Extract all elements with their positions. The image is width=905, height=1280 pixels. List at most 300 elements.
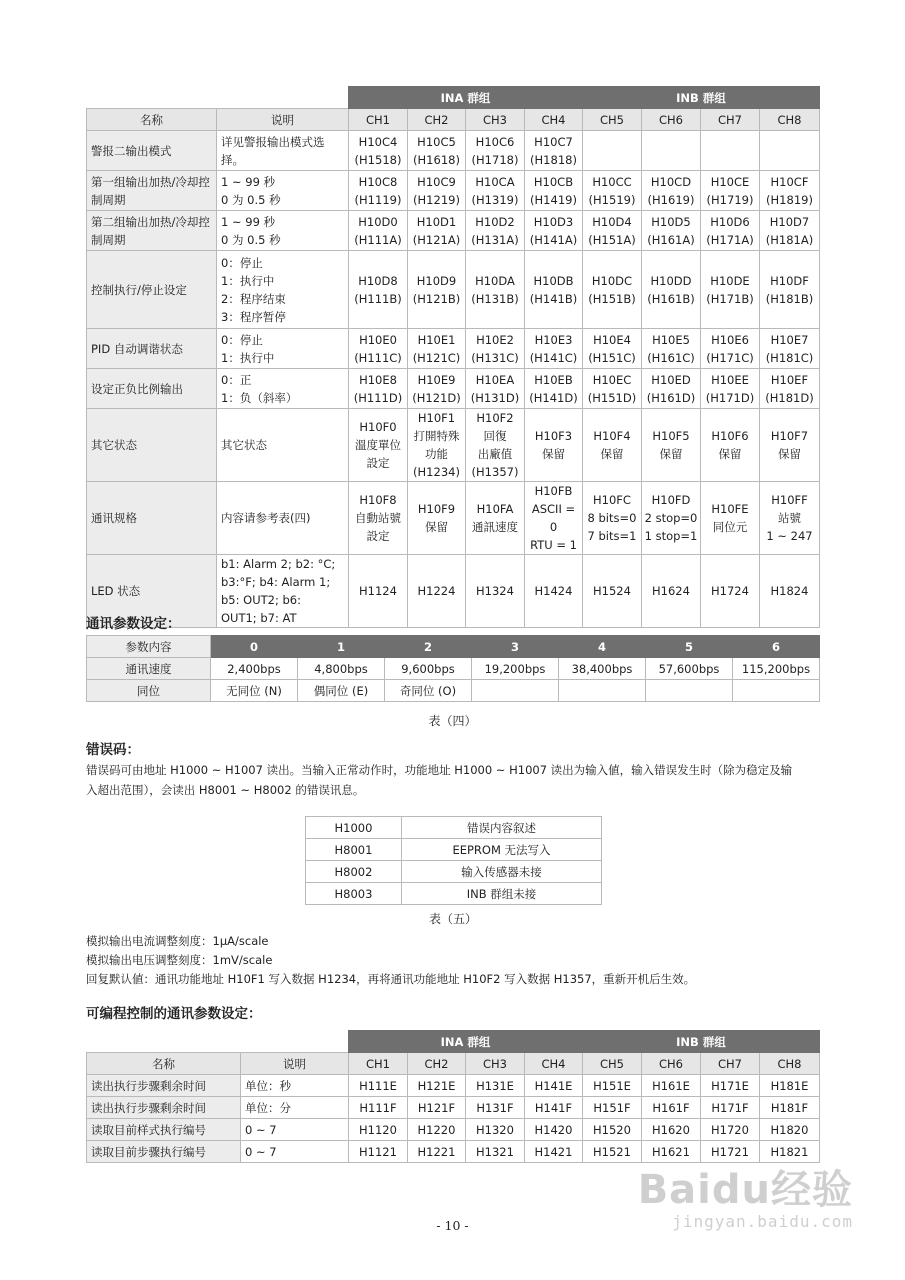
address-cell [466,555,525,628]
address-line: ASCII = 0 [531,502,576,534]
address-line: H10E8 [359,372,397,387]
address-line: H10F0 [359,420,397,434]
address-cell [408,555,466,628]
address-line: (H1719) [706,192,754,207]
param-row-label: 同位 [87,680,211,702]
param-value [559,680,646,702]
address-line: H1124 [359,584,397,598]
address-cell [525,329,583,369]
error-text: 输入传感器未接 [402,861,602,883]
address-line: (H1519) [588,192,636,207]
address-line: 通訊速度 [472,520,518,534]
address-line: (H151D) [587,390,637,405]
table-row [87,1075,820,1097]
desc-line: 1：执行中 [221,273,275,288]
address-line: H10E5 [652,332,690,347]
table-row [87,369,820,409]
row-description [217,555,349,628]
address-line: H10D8 [358,273,398,288]
section-title-error: 错误码： [86,742,140,758]
comm-params-table [86,635,820,702]
address-cell [408,171,466,211]
prog-channel-header: CH6 [642,1053,701,1075]
address-line: (H151C) [588,350,636,365]
prog-column-name-header: 名称 [87,1053,241,1075]
address-cell [701,171,760,211]
address-cell [583,409,642,482]
address-cell [642,482,701,555]
address-cell [642,555,701,628]
address-line: H10ED [651,372,691,387]
address-cell [408,131,466,171]
address-cell [349,251,408,329]
prog-row-desc: 0 ~ 7 [241,1119,349,1141]
address-cell [349,171,408,211]
row-name: 警报二输出模式 [87,131,217,171]
row-description [217,251,349,329]
address-line: H10EB [534,372,573,387]
address-cell [525,482,583,555]
desc-line: 1 ~ 99 秒 [221,174,276,189]
address-cell [466,211,525,251]
address-cell [349,211,408,251]
prog-address-cell: H111F [349,1097,408,1119]
address-cell [525,369,583,409]
address-line: (H1818) [530,152,577,167]
address-cell [466,369,525,409]
error-code: H8003 [306,883,402,905]
error-description [86,760,821,800]
address-cell [349,131,408,171]
param-value: 9,600bps [385,658,472,680]
address-line: 設定 [366,529,390,543]
error-desc-line-1: 错误码可由地址 H1000 ~ H1007 读出。当输入正常动作时，功能地址 H1000 ~ H1007 读出为输入値，输入错误发生时（除为稳定及输 [86,763,793,777]
desc-line: 其它状态 [221,438,267,452]
address-line: H10CC [592,174,632,189]
prog-address-cell: H1821 [760,1141,820,1163]
column-name-header: 名称 [87,109,217,131]
address-line: H1224 [417,584,456,598]
desc-line: 1：负（斜率） [221,390,298,405]
address-line: 保留 [778,447,801,461]
address-cell [408,409,466,482]
address-line: H10DD [650,273,692,288]
address-cell [583,171,642,211]
address-line: (H171C) [706,350,754,365]
table-row [87,658,820,680]
address-line: H1524 [593,584,631,598]
address-cell [642,369,701,409]
address-line: H10E3 [534,332,573,347]
param-column-header: 1 [298,636,385,658]
note-voltage: 模拟输出电压调整刻度：1mV/scale [86,953,273,967]
address-line: (H151A) [588,232,636,247]
address-line: (H121D) [412,390,461,405]
address-cell [701,409,760,482]
address-cell [349,555,408,628]
address-cell [466,409,525,482]
address-cell [642,329,701,369]
address-cell [349,409,408,482]
baidu-watermark [638,1168,853,1231]
address-line: H10D4 [592,214,632,229]
desc-line: 3：程序暂停 [221,309,286,324]
prog-address-cell: H1421 [525,1141,583,1163]
address-line: (H161A) [647,232,695,247]
prog-address-cell: H1221 [408,1141,466,1163]
param-value [733,680,820,702]
address-line: (H181D) [765,390,814,405]
desc-line: 0：停止 [221,255,263,270]
address-line: (H111A) [354,232,402,247]
desc-line: b3:°F; b4: Alarm 1; [221,575,331,589]
address-line: 保留 [718,447,742,461]
table-row [306,817,602,839]
param-value [646,680,733,702]
address-line: (H1419) [530,192,577,207]
desc-line: 0 为 0.5 秒 [221,192,281,207]
row-description [217,482,349,555]
address-cell [583,555,642,628]
row-description [217,329,349,369]
address-line: 8 bits=0 [587,511,637,525]
address-cell [760,482,820,555]
table-row [87,555,820,628]
address-line: (H121A) [412,232,461,247]
address-line: (H141C) [529,350,578,365]
address-line: H10DA [475,273,515,288]
address-line: (H1619) [647,192,695,207]
address-cell [760,369,820,409]
error-code: H8002 [306,861,402,883]
prog-row-desc: 单位：分 [241,1097,349,1119]
prog-address-cell: H141E [525,1075,583,1097]
prog-address-cell: H1720 [701,1119,760,1141]
prog-address-cell: H1520 [583,1119,642,1141]
address-line: (H131C) [471,350,519,365]
address-line: (H121B) [412,291,461,306]
desc-line: b5: OUT2; b6: [221,593,301,607]
address-line: H10FB [534,484,573,498]
address-line: 保留 [600,447,624,461]
table-row [87,1097,820,1119]
prog-address-cell: H111E [349,1075,408,1097]
address-cell [701,211,760,251]
address-line: (H141D) [529,390,578,405]
address-line: (H111B) [354,291,402,306]
address-line: H10DE [710,273,750,288]
address-line: 設定 [366,456,390,470]
address-line: H1724 [711,584,749,598]
prog-address-cell: H1620 [642,1119,701,1141]
desc-line: 0：正 [221,372,252,387]
row-description [217,409,349,482]
prog-channel-header: CH1 [349,1053,408,1075]
param-value: 115,200bps [733,658,820,680]
address-line: H1624 [652,584,690,598]
address-line: (H131D) [470,390,520,405]
prog-channel-header: CH2 [408,1053,466,1075]
address-cell [408,329,466,369]
prog-channel-header: CH8 [760,1053,820,1075]
table-row [87,482,820,555]
address-cell [701,131,760,171]
prog-address-cell: H171E [701,1075,760,1097]
address-line: (H111C) [354,350,402,365]
prog-row-name: 读出执行步骤剩余时间 [87,1097,241,1119]
prog-address-cell: H1721 [701,1141,760,1163]
prog-address-cell: H161E [642,1075,701,1097]
desc-line: 1 ~ 99 秒 [221,214,276,229]
prog-channel-header: CH5 [583,1053,642,1075]
address-line: H10D0 [358,214,398,229]
address-line: H10E6 [711,332,749,347]
address-line: 功能 [425,447,448,461]
address-line: (H121C) [412,350,461,365]
table4-caption: 表（四） [428,714,477,728]
prog-group-ina-header: INA 群组 [349,1031,583,1053]
prog-address-cell: H161F [642,1097,701,1119]
address-cell [466,482,525,555]
address-line: H10D9 [416,273,457,288]
address-line: (H171B) [706,291,754,306]
address-line: H10CF [770,174,809,189]
address-line: H10F1 [417,411,456,425]
address-line: 自動站號 [355,511,401,525]
row-name: 其它状态 [87,409,217,482]
address-line: (H111D) [353,390,403,405]
address-line: H10FD [651,493,691,507]
address-cell [583,211,642,251]
row-name: 第二组输出加热/冷却控制周期 [87,211,217,251]
param-column-header: 3 [472,636,559,658]
address-line: (H171D) [705,390,755,405]
address-cell [583,482,642,555]
address-cell [701,555,760,628]
address-cell [349,329,408,369]
address-line: 1 stop=1 [644,529,698,543]
param-column-header: 2 [385,636,472,658]
address-line: H10CE [710,174,750,189]
row-name: 第一组输出加热/冷却控制周期 [87,171,217,211]
desc-line: 2：程序结束 [221,291,286,306]
address-line: H10CD [650,174,692,189]
prog-address-cell: H1320 [466,1119,525,1141]
address-line: H10C5 [417,134,456,149]
address-line: 回復 [483,429,507,443]
watermark-url: jingyan.baidu.com [672,1212,853,1231]
address-cell [701,329,760,369]
desc-line: 0：停止 [221,332,263,347]
row-description [217,131,349,171]
address-line: 2 stop=0 [644,511,698,525]
error-text: EEPROM 无法写入 [402,839,602,861]
param-value: 4,800bps [298,658,385,680]
address-line: H10CB [533,174,574,189]
address-cell [642,251,701,329]
prog-address-cell: H1121 [349,1141,408,1163]
row-description [217,211,349,251]
table-row [87,251,820,329]
address-line: H10FA [476,502,514,516]
prog-address-cell: H1420 [525,1119,583,1141]
address-cell [760,329,820,369]
prog-address-cell: H1321 [466,1141,525,1163]
row-name: 通讯规格 [87,482,217,555]
address-line: 7 bits=1 [587,529,637,543]
address-line: (H1357) [471,465,519,479]
desc-line: 1：执行中 [221,350,275,365]
address-line: H10D5 [651,214,691,229]
note-current: 模拟输出电流调整刻度：1μA/scale [86,934,269,948]
address-line: (H181C) [765,350,814,365]
address-line: 打開特殊 [413,429,460,443]
desc-line: 0 为 0.5 秒 [221,232,281,247]
address-cell [349,482,408,555]
row-description [217,369,349,409]
prog-column-desc-header: 说明 [241,1053,349,1075]
prog-row-desc: 单位：秒 [241,1075,349,1097]
address-cell [583,329,642,369]
address-line: H10F7 [770,429,809,443]
address-line: H10CA [475,174,515,189]
error-code: H1000 [306,817,402,839]
address-line: H10FE [711,502,749,516]
address-cell [701,369,760,409]
note-restore: 回复默认値：通讯功能地址 H10F1 写入数据 H1234，再将通讯功能地址 H10F2 写入数据 H1357，重新开机后生效。 [86,972,696,986]
prog-address-cell: H141F [525,1097,583,1119]
address-line: (H1518) [354,152,402,167]
prog-address-cell: H181E [760,1075,820,1097]
address-line: H10C7 [534,134,573,149]
address-line: 站號 [778,511,801,525]
prog-address-cell: H151E [583,1075,642,1097]
param-value: 38,400bps [559,658,646,680]
address-cell [760,555,820,628]
address-line: H10F4 [593,429,631,443]
param-value: 19,200bps [472,658,559,680]
param-column-header: 4 [559,636,646,658]
address-cell [583,131,642,171]
prog-row-desc: 0 ~ 7 [241,1141,349,1163]
address-cell [760,171,820,211]
address-line: (H1618) [413,152,460,167]
prog-address-cell: H151F [583,1097,642,1119]
address-line: H10FF [771,493,808,507]
address-line: 保留 [542,447,565,461]
row-name: 设定正负比例输出 [87,369,217,409]
address-line: (H131A) [471,232,519,247]
prog-address-cell: H1820 [760,1119,820,1141]
address-line: H10C6 [475,134,515,149]
address-line: 1 ~ 247 [766,529,813,543]
address-line: (H1219) [413,192,460,207]
address-line: H10EF [770,372,809,387]
row-description [217,171,349,211]
address-cell [466,131,525,171]
address-line: H10D2 [475,214,515,229]
address-cell [701,482,760,555]
address-line: H10FC [593,493,631,507]
address-line: (H1119) [354,192,402,207]
address-line: H10D3 [533,214,574,229]
prog-address-cell: H121E [408,1075,466,1097]
table-row [87,329,820,369]
address-line: H10DB [533,273,574,288]
channel-header: CH2 [408,109,466,131]
address-cell [525,171,583,211]
address-cell [583,251,642,329]
desc-line: 择。 [221,152,244,167]
channel-address-table [86,86,820,628]
address-line: (H131B) [471,291,519,306]
param-row-label: 通讯速度 [87,658,211,680]
prog-address-cell: H171F [701,1097,760,1119]
address-line: 同位元 [712,520,748,534]
address-line: H10F5 [652,429,690,443]
address-line: (H181A) [765,232,814,247]
address-line: H1424 [534,584,573,598]
prog-row-name: 读取目前步骤执行编号 [87,1141,241,1163]
error-desc-line-2: 入超出范围），会读出 H8001 ~ H8002 的错误讯息。 [86,783,365,797]
address-line: H10DC [591,273,633,288]
prog-address-cell: H1521 [583,1141,642,1163]
address-cell [701,251,760,329]
table-row [87,131,820,171]
column-desc-header: 说明 [217,109,349,131]
table-row [87,1141,820,1163]
prog-channel-header: CH7 [701,1053,760,1075]
address-line: (H181B) [765,291,814,306]
prog-address-cell: H121F [408,1097,466,1119]
prog-address-cell: H1220 [408,1119,466,1141]
address-line: 保留 [425,520,448,534]
table-row [306,839,602,861]
address-line: H10F3 [534,429,573,443]
channel-header: CH3 [466,109,525,131]
section-title-comm: 通讯参数设定： [86,616,181,632]
address-cell [642,131,701,171]
address-line: H10E9 [417,372,456,387]
address-line: H10D1 [416,214,457,229]
channel-header: CH7 [701,109,760,131]
prog-group-inb-header: INB 群组 [583,1031,820,1053]
param-column-header: 0 [211,636,298,658]
address-line: H10C9 [417,174,456,189]
prog-address-cell: H131E [466,1075,525,1097]
error-code-table [305,816,602,905]
address-line: H10E4 [593,332,631,347]
prog-row-name: 读取目前样式执行编号 [87,1119,241,1141]
desc-line: b1: Alarm 2; b2: °C; [221,557,336,571]
address-cell [642,409,701,482]
address-cell [583,369,642,409]
prog-address-cell: H131F [466,1097,525,1119]
row-name: LED 状态 [87,555,217,628]
address-cell [466,329,525,369]
address-line: (H1234) [413,465,460,479]
error-code: H8001 [306,839,402,861]
desc-line: OUT1; b7: AT [221,611,297,625]
address-cell [466,171,525,211]
param-column-header: 6 [733,636,820,658]
address-line: (H141A) [529,232,578,247]
address-line: H10F6 [711,429,749,443]
notes [86,932,821,989]
param-value: 无同位 (N) [211,680,298,702]
address-cell [760,409,820,482]
group-inb-header: INB 群组 [583,87,820,109]
